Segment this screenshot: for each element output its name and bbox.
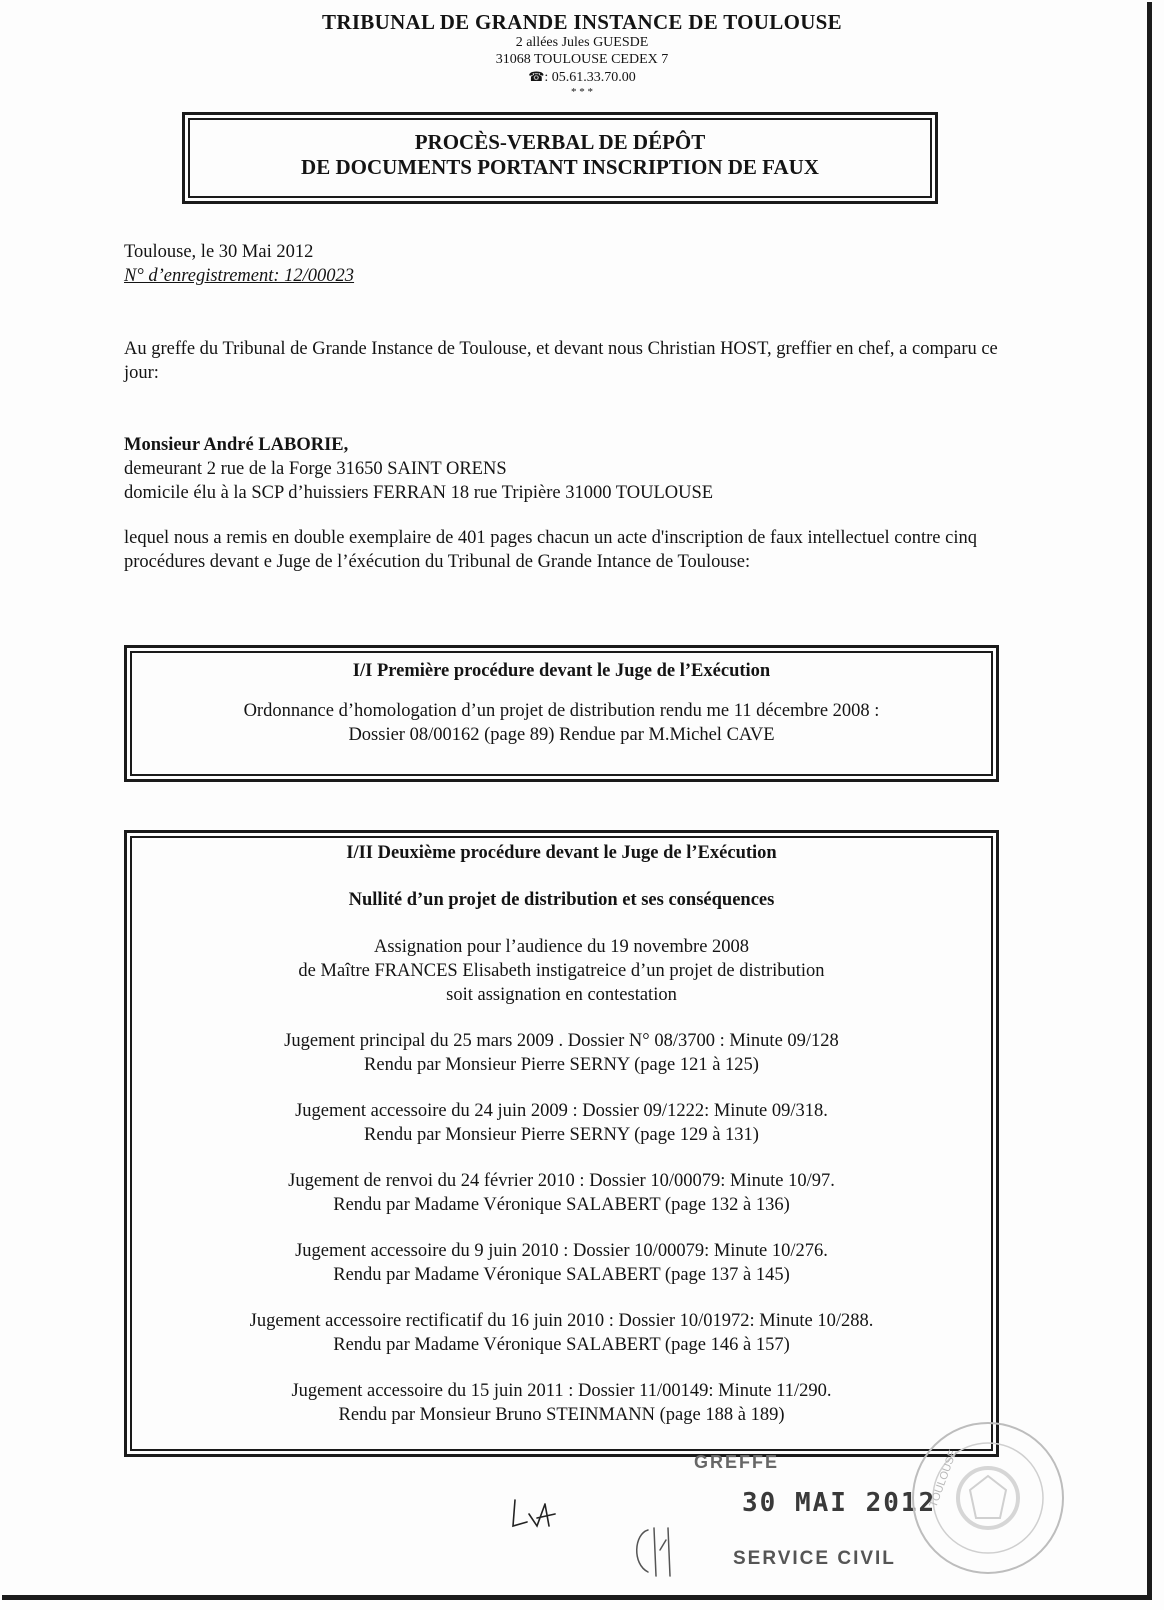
assignation-block bbox=[132, 935, 991, 1007]
judgment-line-2: Rendu par Madame Véronique SALABERT (page 146 à 157) bbox=[333, 1335, 790, 1355]
statement-paragraph: lequel nous a remis en double exemplaire de 401 pages chacun un acte d'inscription de faux intellectuel contre cinq procédures devant e Juge de l’éxécution du Tribunal de Grande Intance de Toulouse: bbox=[124, 528, 977, 572]
assignation-line: de Maître FRANCES Elisabeth instigatreice d’un projet de distribution bbox=[298, 961, 825, 981]
title-line-1: PROCÈS-VERBAL DE DÉPÔT bbox=[414, 130, 706, 154]
judgment-line-1: Jugement de renvoi du 24 février 2010 : Dossier 10/00079: Minute 10/97. bbox=[288, 1171, 835, 1191]
procedure-2 bbox=[130, 836, 993, 1451]
judgment-line-2: Rendu par Madame Véronique SALABERT (page 137 à 145) bbox=[333, 1265, 790, 1285]
judgment-line-1: Jugement accessoire rectificatif du 16 juin 2010 : Dossier 10/01972: Minute 10/288. bbox=[249, 1311, 874, 1331]
judgment-item bbox=[132, 1169, 991, 1217]
initials-signature-2 bbox=[626, 1520, 686, 1580]
registration-number-line bbox=[124, 264, 1004, 288]
assignation-line: soit assignation en contestation bbox=[446, 985, 677, 1005]
initials-signature-1 bbox=[505, 1492, 575, 1532]
judgment-line-2: Rendu par Monsieur Pierre SERNY (page 129 à 131) bbox=[364, 1125, 759, 1145]
court-name: TRIBUNAL DE GRANDE INSTANCE DE TOULOUSE bbox=[322, 10, 842, 34]
procedure-2-subtitle: Nullité d’un projet de distribution et ses conséquences bbox=[348, 890, 775, 910]
judgment-item bbox=[132, 1029, 991, 1077]
court-address-city: 31068 TOULOUSE CEDEX 7 bbox=[495, 52, 669, 67]
phone-icon: ☎ bbox=[528, 69, 545, 84]
judgment-line-2: Rendu par Monsieur Pierre SERNY (page 121 à 125) bbox=[364, 1055, 759, 1075]
document-title-box bbox=[182, 112, 938, 204]
title-line-2: DE DOCUMENTS PORTANT INSCRIPTION DE FAUX bbox=[301, 155, 819, 179]
stamp-greffe: GREFFE bbox=[694, 1452, 780, 1472]
procedure-1-line-2: Dossier 08/00162 (page 89) Rendue par M.Michel CAVE bbox=[348, 725, 775, 745]
judgment-line-2: Rendu par Monsieur Bruno STEINMANN (page 188 à 189) bbox=[338, 1405, 785, 1425]
judgment-line-2: Rendu par Madame Véronique SALABERT (page 132 à 136) bbox=[333, 1195, 790, 1215]
judgment-line-1: Jugement accessoire du 9 juin 2010 : Dossier 10/00079: Minute 10/276. bbox=[295, 1241, 828, 1261]
procedure-1 bbox=[130, 651, 993, 776]
judgment-line-1: Jugement accessoire du 24 juin 2009 : Dossier 09/1222: Minute 09/318. bbox=[295, 1101, 828, 1121]
letterhead bbox=[0, 10, 1164, 98]
procedure-1-line-1: Ordonnance d’homologation d’un projet de distribution rendu me 11 décembre 2008 : bbox=[243, 701, 880, 721]
court-seal-icon bbox=[908, 1418, 1068, 1578]
header-separator: * * * bbox=[571, 86, 593, 98]
judgment-item bbox=[132, 1309, 991, 1357]
judgment-item bbox=[132, 1099, 991, 1147]
party-address: demeurant 2 rue de la Forge 31650 SAINT ORENS bbox=[124, 459, 507, 479]
court-phone-line bbox=[0, 68, 1164, 86]
intro-paragraph: Au greffe du Tribunal de Grande Instance de Toulouse, et devant nous Christian HOST, greffier en chef, a comparu ce jour: bbox=[124, 339, 998, 383]
judgment-item bbox=[132, 1239, 991, 1287]
party-domicile: domicile élu à la SCP d’huissiers FERRAN 18 rue Tripière 31000 TOULOUSE bbox=[124, 483, 714, 503]
stamp-date: 30 MAI 2012 bbox=[742, 1488, 937, 1518]
judgment-line-1: Jugement accessoire du 15 juin 2011 : Dossier 11/00149: Minute 11/290. bbox=[291, 1381, 832, 1401]
judgment-item bbox=[132, 1379, 991, 1427]
stamp-service: SERVICE CIVIL bbox=[733, 1548, 896, 1569]
place-date: Toulouse, le 30 Mai 2012 bbox=[124, 242, 314, 262]
procedure-1-title: I/I Première procédure devant le Juge de l’Exécution bbox=[352, 661, 771, 681]
party-name: Monsieur André LABORIE, bbox=[124, 435, 349, 455]
procedure-2-title: I/II Deuxième procédure devant le Juge de l’Exécution bbox=[346, 843, 777, 863]
registration-number: N° d’enregistrement: 12/00023 bbox=[124, 266, 355, 286]
procedure-2-box bbox=[124, 830, 999, 1457]
seal-text: TOULOUSE bbox=[927, 1448, 960, 1510]
court-phone: : 05.61.33.70.00 bbox=[544, 70, 636, 85]
judgment-line-1: Jugement principal du 25 mars 2009 . Dossier N° 08/3700 : Minute 09/128 bbox=[284, 1031, 839, 1051]
procedure-1-box bbox=[124, 645, 999, 782]
assignation-line: Assignation pour l’audience du 19 novembre 2008 bbox=[373, 937, 750, 957]
court-address-street: 2 allées Jules GUESDE bbox=[515, 35, 649, 50]
document-title bbox=[188, 118, 932, 198]
party-block bbox=[124, 433, 1004, 505]
